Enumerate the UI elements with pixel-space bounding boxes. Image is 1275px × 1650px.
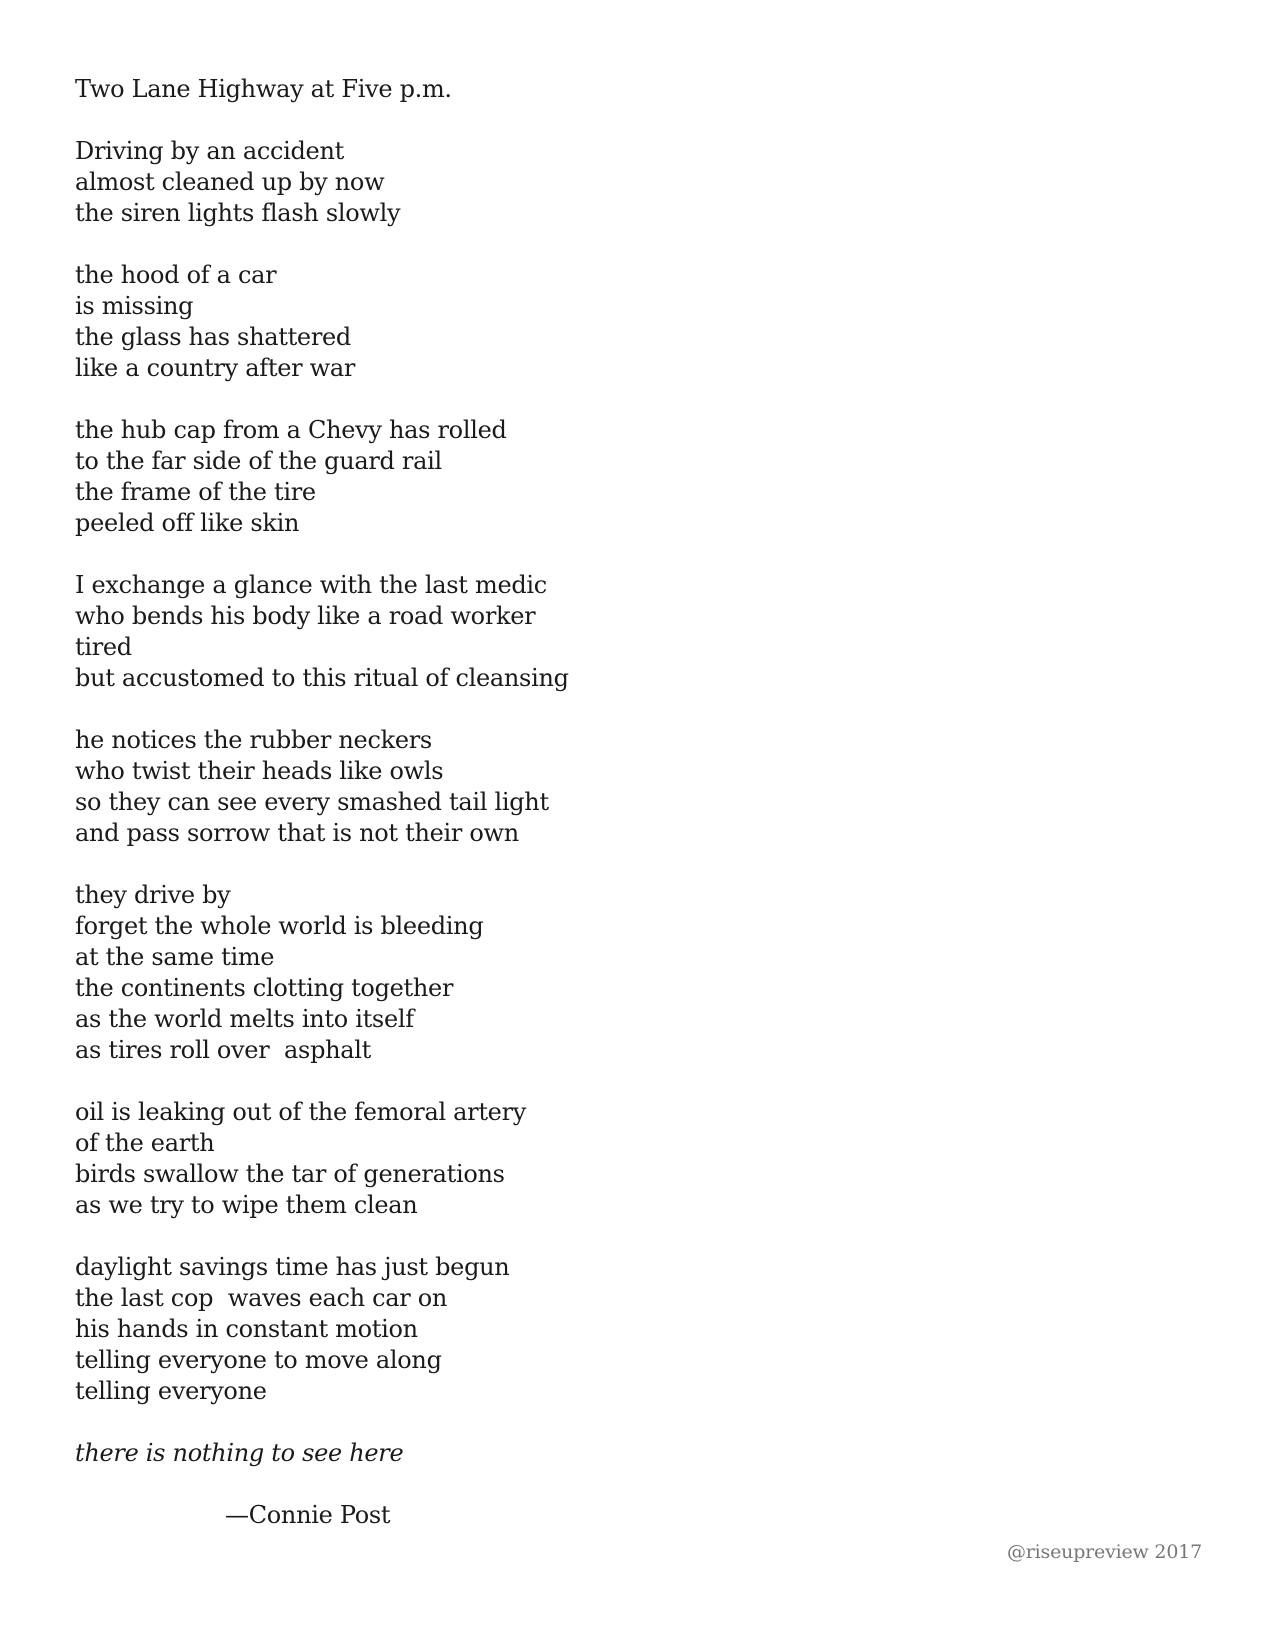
poem-line: they drive by [75,881,231,909]
poem-line: of the earth [75,1129,215,1157]
copyright-credit: @riseupreview 2017 [1007,1541,1202,1563]
poem-line: telling everyone [75,1377,267,1405]
poem-line: who twist their heads like owls [75,757,444,785]
poem-line: as tires roll over asphalt [75,1036,372,1064]
poem-line: but accustomed to this ritual of cleansing [75,664,569,692]
poem-line: to the far side of the guard rail [75,447,442,475]
poem-line: Driving by an accident [75,137,344,165]
poem-line: he notices the rubber neckers [75,726,432,754]
poem-line: and pass sorrow that is not their own [75,819,519,847]
poem-line: the frame of the tire [75,478,316,506]
poem-line: at the same time [75,943,275,971]
poem-line: the continents clotting together [75,974,454,1002]
poem-line: the siren lights flash slowly [75,199,401,227]
stanza-8 [75,1252,1075,1407]
poem-line: the hub cap from a Chevy has rolled [75,416,507,444]
stanza-1 [75,136,1075,229]
poem-line: forget the whole world is bleeding [75,912,484,940]
poem-title: Two Lane Highway at Five p.m. [75,75,452,103]
poem-line: daylight savings time has just begun [75,1253,510,1281]
stanza-5 [75,725,1075,849]
poem-line: the last cop waves each car on [75,1284,448,1312]
poem-line: as we try to wipe them clean [75,1191,418,1219]
poem-line: I exchange a glance with the last medic [75,571,547,599]
poem-line: tired [75,633,132,661]
poem-line: like a country after war [75,354,356,382]
poem-line: as the world melts into itself [75,1005,414,1033]
stanza-3 [75,415,1075,539]
poem-line: the hood of a car [75,261,277,289]
poem-line: telling everyone to move along [75,1346,442,1374]
poem-line: birds swallow the tar of generations [75,1160,505,1188]
stanza-2 [75,260,1075,384]
stanza-6 [75,880,1075,1066]
poem-line: the glass has shattered [75,323,351,351]
poem-line: oil is leaking out of the femoral artery [75,1098,527,1126]
stanza-4 [75,570,1075,694]
author-signature: —Connie Post [225,1501,391,1529]
poem-line: peeled off like skin [75,509,300,537]
poem-line: who bends his body like a road worker [75,602,536,630]
poem [75,74,1075,1531]
closing-line: there is nothing to see here [75,1439,404,1467]
poem-line: so they can see every smashed tail light [75,788,549,816]
poem-line: almost cleaned up by now [75,168,385,196]
poem-line: his hands in constant motion [75,1315,418,1343]
poem-line: is missing [75,292,194,320]
stanza-7 [75,1097,1075,1221]
